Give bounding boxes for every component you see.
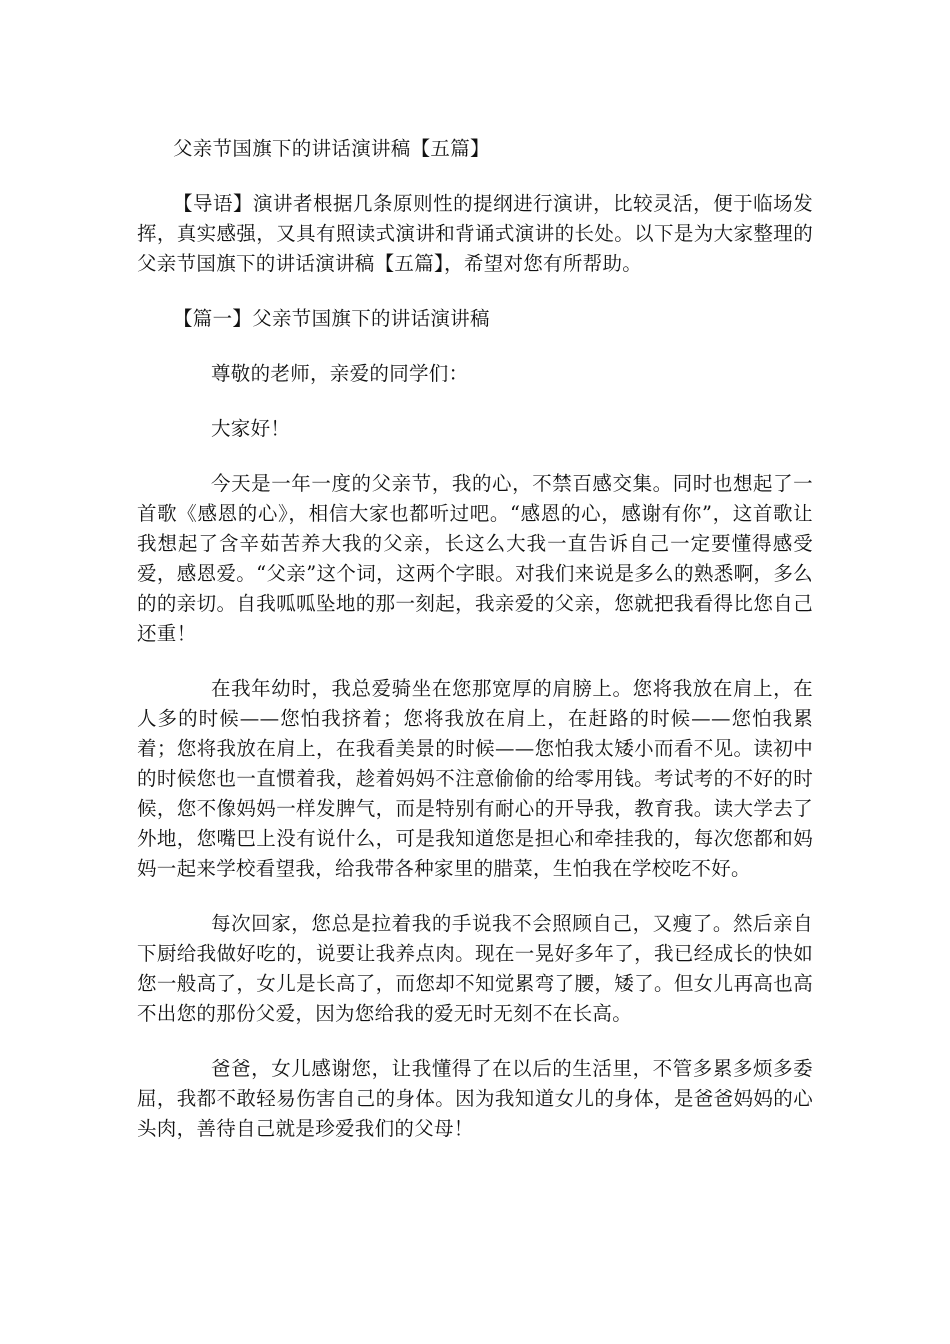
salutation-line: 尊敬的老师，亲爱的同学们： (211, 362, 469, 385)
body-paragraph-1: 今天是一年一度的父亲节，我的心，不禁百感交集。同时也想起了一首歌《感恩的心》，相信大家也都听过吧。“感恩的心，感谢有你”，这首歌让我想起了含辛茹苦养大我的父亲，长这么大我一直告诉自己一定要懂得感受爱，感恩爱。“父亲”这个词，这两个字眼。对我们来说是多么的熟悉啊，多么的的亲切。自我呱呱坠地的那一刻起，我亲爱的父亲，您就把我看得比您自己还重！ (137, 472, 813, 645)
body-paragraph-2: 在我年幼时，我总爱骑坐在您那宽厚的肩膀上。您将我放在肩上，在人多的时候——您怕我挤着；您将我放在肩上，在赶路的时候——您怕我累着；您将我放在肩上，在我看美景的时候——您怕我太矮小而看不见。读初中的时候您也一直惯着我，趁着妈妈不注意偷偷的给零用钱。考试考的不好的时候，您不像妈妈一样发脾气，而是特别有耐心的开导我，教育我。读大学去了外地，您嘴巴上没有说什么，可是我知道您是担心和牵挂我的，每次您都和妈妈一起来学校看望我，给我带各种家里的腊菜，生怕我在学校吃不好。 (137, 677, 813, 880)
document-body (137, 134, 813, 1169)
body-paragraph-3: 每次回家，您总是拉着我的手说我不会照顾自己，又瘦了。然后亲自下厨给我做好吃的，说要让我养点肉。现在一晃好多年了，我已经成长的快如您一般高了，女儿是长高了，而您却不知觉累弯了腰，矮了。但女儿再高也高不出您的那份父爱，因为您给我的爱无时无刻不在长高。 (137, 912, 813, 1025)
greeting-line: 大家好！ (211, 417, 291, 440)
document-title: 父亲节国旗下的讲话演讲稿【五篇】 (173, 137, 490, 160)
intro-paragraph: 【导语】演讲者根据几条原则性的提纲进行演讲，比较灵活，便于临场发挥，真实感强，又具有照读式演讲和背诵式演讲的长处。以下是为大家整理的父亲节国旗下的讲话演讲稿【五篇】，希望对您有所帮助。 (137, 192, 813, 275)
body-paragraph-4: 爸爸，女儿感谢您，让我懂得了在以后的生活里，不管多累多烦多委屈，我都不敢轻易伤害自己的身体。因为我知道女儿的身体，是爸爸妈妈的心头肉，善待自己就是珍爱我们的父母！ (137, 1057, 813, 1140)
section-heading: 【篇一】父亲节国旗下的讲话演讲稿 (173, 307, 490, 330)
